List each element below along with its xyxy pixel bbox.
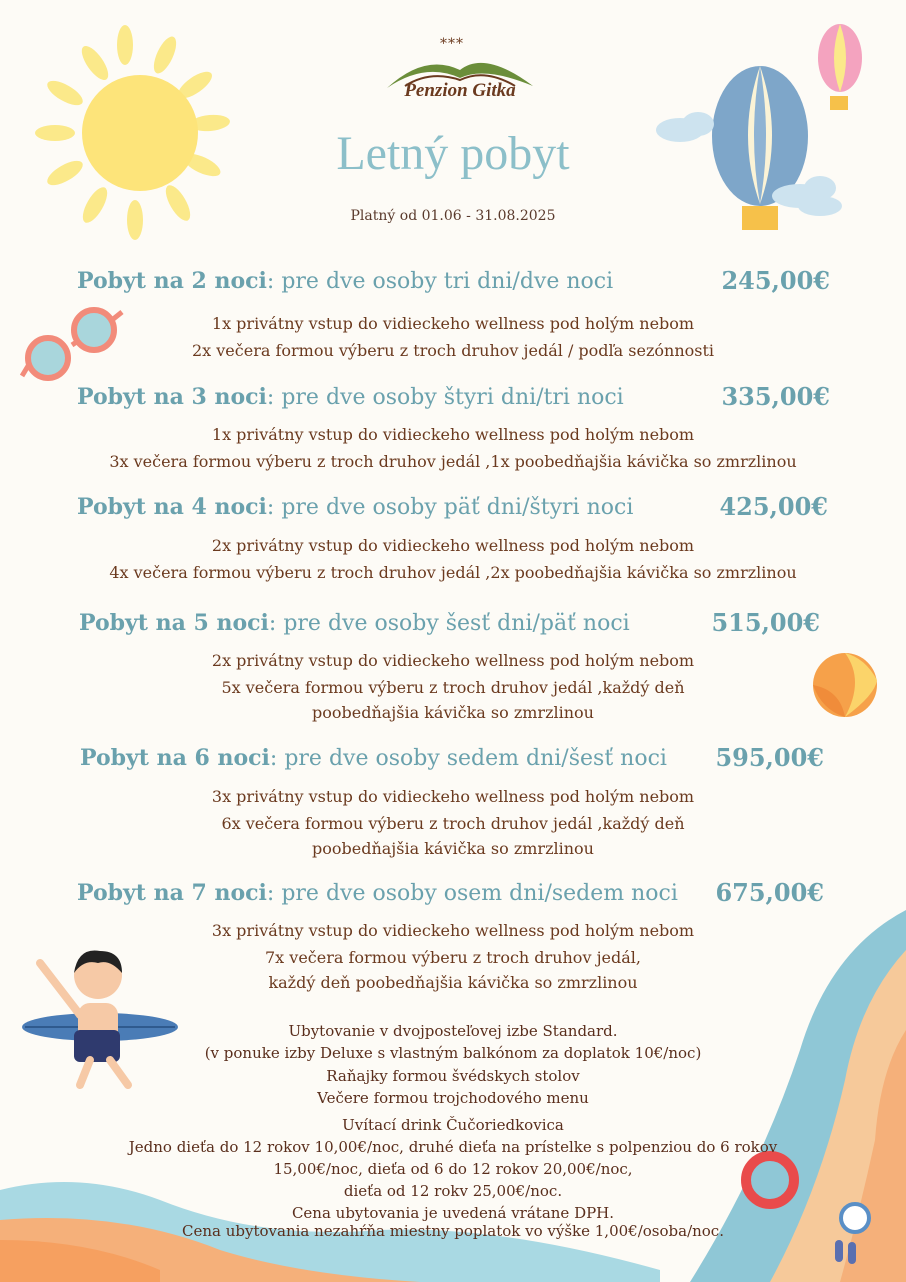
- offer-line: 2x večera formou výberu z troch druhov jedál / podľa sezónnosti: [191, 341, 715, 360]
- offer-name: Pobyt na 7 noci: [77, 880, 267, 906]
- info-line: Jedno dieťa do 12 rokov 10,00€/noc, druhé dieťa na prístelke s polpenziou do 6 rokov: [128, 1138, 778, 1156]
- offer-price: 335,00€: [721, 382, 830, 411]
- offer-line: 3x privátny vstup do vidieckeho wellness pod holým nebom: [211, 787, 695, 806]
- offer-heading: [79, 610, 630, 636]
- offer-name: Pobyt na 2 noci: [77, 268, 267, 294]
- offer-description: : pre dve osoby šesť dni/päť noci: [268, 611, 630, 636]
- info-line: 15,00€/noc, dieťa od 6 do 12 rokov 20,00€/noc,: [273, 1160, 633, 1178]
- offer-line: 5x večera formou výberu z troch druhov jedál ,každý deň: [221, 678, 685, 697]
- offer-name: Pobyt na 5 noci: [79, 610, 269, 636]
- offer-description: : pre dve osoby sedem dni/šesť noci: [269, 746, 667, 771]
- offer-heading: [80, 745, 667, 771]
- offer-line: 3x privátny vstup do vidieckeho wellness pod holým nebom: [211, 921, 695, 940]
- info-line: Uvítací drink Čučoriedkovica: [342, 1116, 564, 1134]
- offer-line: 7x večera formou výberu z troch druhov jedál,: [265, 948, 641, 967]
- logo-stars: ***: [440, 36, 464, 52]
- info-line: Cena ubytovania je uvedená vrátane DPH.: [291, 1204, 615, 1222]
- info-line: Ubytovanie v dvojposteľovej izbe Standard.: [288, 1022, 618, 1040]
- page-title: Letný pobyt: [336, 127, 570, 180]
- info-line: (v ponuke izby Deluxe s vlastným balkónom za doplatok 10€/noc): [204, 1044, 702, 1062]
- offer-line: 1x privátny vstup do vidieckeho wellness pod holým nebom: [211, 425, 695, 444]
- offer-line: 4x večera formou výberu z troch druhov jedál ,2x poobedňajšia kávička so zmrzlinou: [109, 563, 797, 582]
- offer-line: poobedňajšia kávička so zmrzlinou: [312, 839, 594, 858]
- offer-name: Pobyt na 6 noci: [80, 745, 270, 771]
- offer-price: 675,00€: [715, 878, 824, 907]
- offer-line: 2x privátny vstup do vidieckeho wellness pod holým nebom: [211, 536, 695, 555]
- offer-line: každý deň poobedňajšia kávička so zmrzlinou: [268, 973, 638, 992]
- offer-heading: [77, 384, 624, 410]
- offer-description: : pre dve osoby päť dni/štyri noci: [266, 495, 634, 520]
- offer-heading: [77, 880, 678, 906]
- info-line: Cena ubytovania nezahŕňa miestny poplatok vo výške 1,00€/osoba/noc.: [182, 1222, 724, 1240]
- info-line: Večere formou trojchodového menu: [317, 1089, 589, 1107]
- offer-line: poobedňajšia kávička so zmrzlinou: [312, 703, 594, 722]
- offer-name: Pobyt na 3 noci: [77, 384, 267, 410]
- logo-name: Penzion Gitka: [404, 80, 516, 101]
- offer-line: 6x večera formou výberu z troch druhov jedál ,každý deň: [221, 814, 685, 833]
- offer-price: 595,00€: [715, 743, 824, 772]
- offer-heading: [77, 268, 613, 294]
- offer-line: 2x privátny vstup do vidieckeho wellness pod holým nebom: [211, 651, 695, 670]
- offer-description: : pre dve osoby osem dni/sedem noci: [266, 881, 678, 906]
- offer-price: 245,00€: [721, 266, 830, 295]
- offer-name: Pobyt na 4 noci: [77, 494, 267, 520]
- offer-description: : pre dve osoby tri dni/dve noci: [266, 269, 614, 294]
- offer-heading: [77, 494, 633, 520]
- offer-price: 515,00€: [711, 608, 820, 637]
- validity-period: Platný od 01.06 - 31.08.2025: [350, 208, 556, 224]
- offer-price: 425,00€: [719, 492, 828, 521]
- offer-line: 1x privátny vstup do vidieckeho wellness pod holým nebom: [211, 314, 695, 333]
- info-line: dieťa od 12 rokv 25,00€/noc.: [343, 1182, 563, 1200]
- info-line: Raňajky formou švédskych stolov: [326, 1067, 580, 1085]
- offer-description: : pre dve osoby štyri dni/tri noci: [266, 385, 624, 410]
- offer-line: 3x večera formou výberu z troch druhov jedál ,1x poobedňajšia kávička so zmrzlinou: [109, 452, 797, 471]
